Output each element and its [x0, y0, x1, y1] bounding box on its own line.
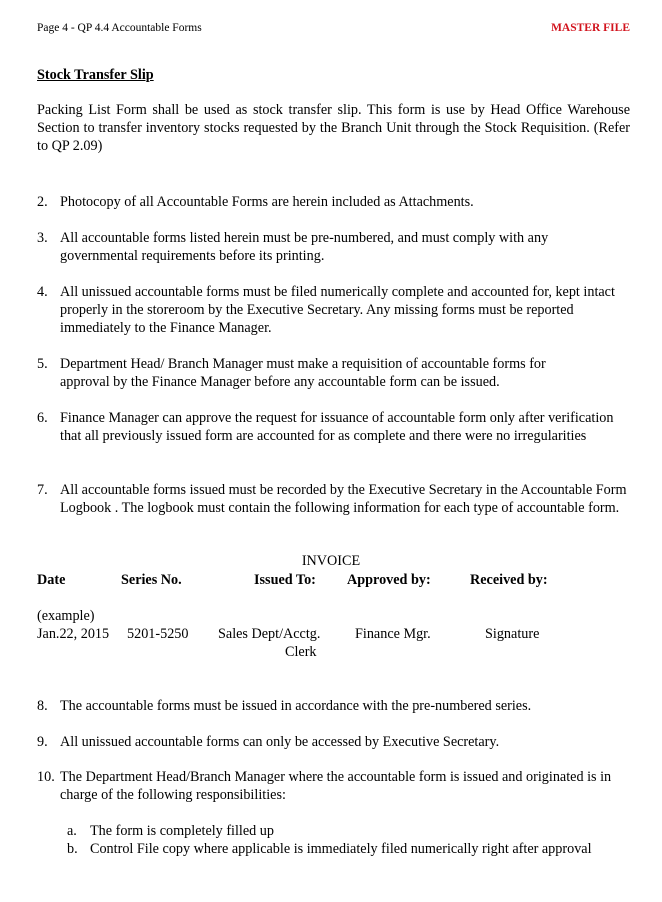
- sub-item-a: [67, 822, 630, 840]
- item-number: 2.: [37, 194, 48, 210]
- invoice-title: INVOICE: [301, 553, 361, 569]
- item-text: Department Head/ Branch Manager must make a requisition of accountable forms for approval by the Finance Manager before any accountable form can be issued.: [60, 356, 546, 390]
- item-number: 7.: [37, 482, 48, 498]
- invoice-header-issued-to: Issued To:: [254, 572, 316, 588]
- master-file-label: MASTER FILE: [551, 22, 630, 34]
- item-text: Finance Manager can approve the request for issuance of accountable form only after verification that all previously issued form are accounted for as complete and there were no irregularities: [60, 410, 614, 444]
- list-item-6: [37, 409, 630, 445]
- item-text: Photocopy of all Accountable Forms are herein included as Attachments.: [60, 194, 474, 210]
- item-number: 8.: [37, 698, 48, 714]
- list-item-4: [37, 283, 630, 337]
- example-label: (example): [37, 608, 95, 624]
- item-text: The accountable forms must be issued in accordance with the pre-numbered series.: [60, 698, 532, 714]
- invoice-issued-to-value: Sales Dept/Acctg.: [218, 626, 321, 642]
- invoice-header-received-by: Received by:: [470, 572, 548, 588]
- invoice-header-approved-by: Approved by:: [347, 572, 431, 588]
- section-title: Stock Transfer Slip: [37, 67, 154, 83]
- list-item-7: [37, 481, 630, 517]
- item-text: All accountable forms issued must be recorded by the Executive Secretary in the Accountable Form Logbook . The logbook must contain the following information for each type of accountable form.: [60, 482, 627, 516]
- invoice-date-value: Jan.22, 2015: [37, 626, 110, 642]
- invoice-issued-to-value-line2: Clerk: [285, 644, 317, 660]
- item-number: 5.: [37, 356, 48, 372]
- invoice-series-value: 5201-5250: [127, 626, 189, 642]
- invoice-header-date: Date: [37, 572, 66, 588]
- item-number: 4.: [37, 284, 48, 300]
- list-item-5: [37, 355, 597, 391]
- sub-item-b: [67, 840, 630, 858]
- item-number: 9.: [37, 734, 48, 750]
- invoice-received-by-value: Signature: [485, 626, 540, 642]
- item-text: The Department Head/Branch Manager where the accountable form is issued and originated is in charge of the following responsibilities:: [60, 769, 612, 803]
- intro-paragraph: Packing List Form shall be used as stock transfer slip. This form is use by Head Office Warehouse Section to transfer inventory stocks requested by the Branch Unit through the Stock Requisition. (Refer to QP 2.09): [37, 102, 630, 154]
- invoice-header-series: Series No.: [121, 572, 182, 588]
- list-item-2: [37, 193, 630, 211]
- page-header-label: Page 4 - QP 4.4 Accountable Forms: [37, 22, 202, 34]
- item-number: 3.: [37, 230, 48, 246]
- invoice-approved-by-value: Finance Mgr.: [355, 626, 431, 642]
- list-item-3: [37, 229, 597, 265]
- list-item-10: [37, 768, 630, 804]
- sub-item-text: The form is completely filled up: [90, 823, 274, 839]
- sub-item-letter: b.: [67, 841, 78, 857]
- item-text: All unissued accountable forms can only be accessed by Executive Secretary.: [60, 734, 500, 750]
- item-text: All accountable forms listed herein must be pre-numbered, and must comply with any governmental requirements before its printing.: [60, 230, 549, 264]
- sub-item-letter: a.: [67, 823, 77, 839]
- sub-item-text: Control File copy where applicable is immediately filed numerically right after approval: [90, 841, 592, 857]
- list-item-8: [37, 697, 630, 715]
- list-item-9: [37, 733, 630, 751]
- item-number: 10.: [37, 769, 55, 785]
- item-text: All unissued accountable forms must be filed numerically complete and accounted for, kept intact properly in the storeroom by the Executive Secretary. Any missing forms must be reported immediately to the Finance Manager.: [60, 284, 615, 336]
- item-number: 6.: [37, 410, 48, 426]
